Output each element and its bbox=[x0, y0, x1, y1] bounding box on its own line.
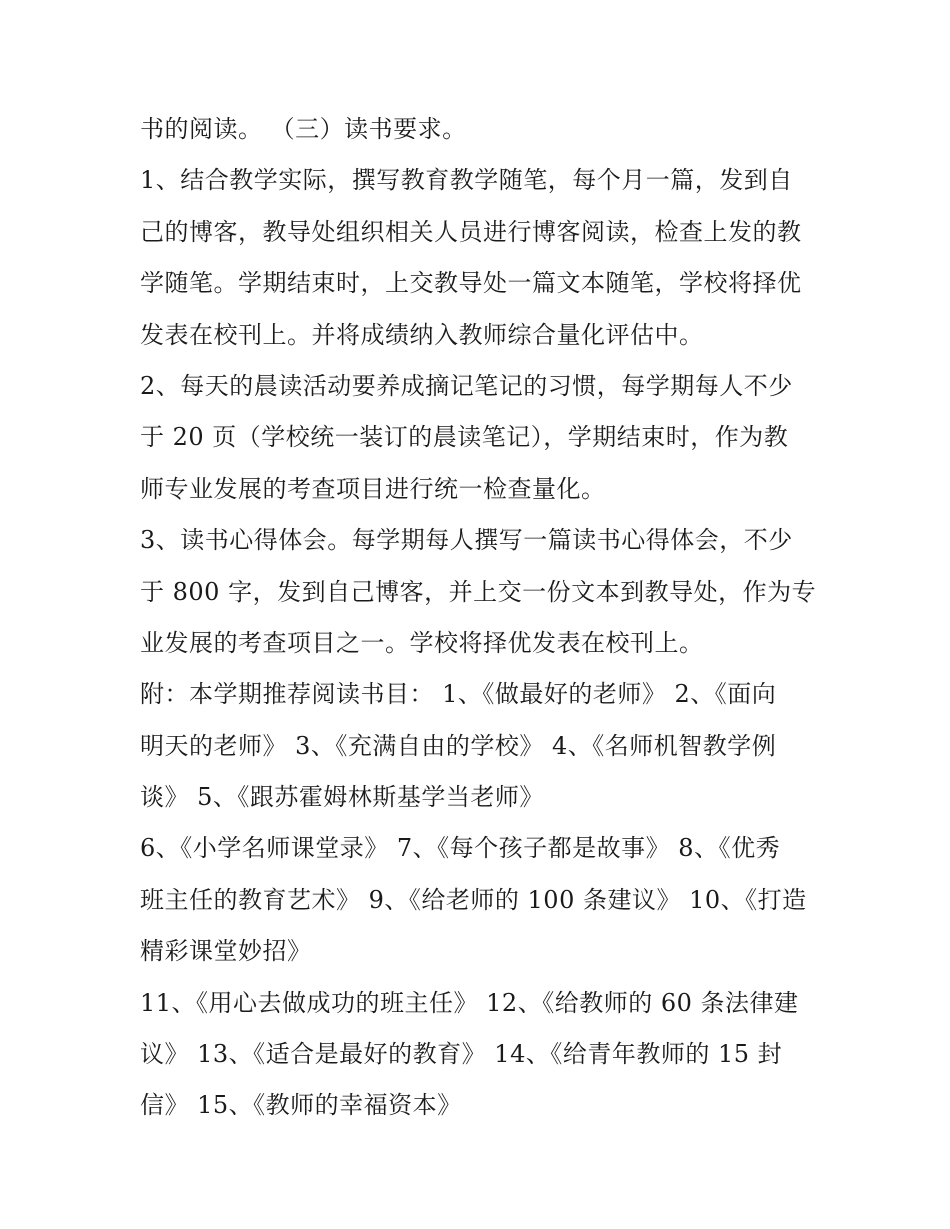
text-line: 师专业发展的考查项目进行统一检查量化。 bbox=[140, 474, 606, 503]
text-line: 书的阅读。 （三）读书要求。 bbox=[140, 115, 467, 143]
text-line: 11、《用心去做成功的班主任》 12、《给教师的 60 条法律建 bbox=[140, 988, 799, 1017]
text-line: 班主任的教育艺术》 9、《给老师的 100 条建议》 10、《打造 bbox=[140, 885, 807, 914]
body-text bbox=[140, 104, 830, 1132]
text-line: 于 800 字，发到自己博客，并上交一份文本到教导处，作为专 bbox=[140, 577, 817, 606]
text-line: 附：本学期推荐阅读书目： 1、《做最好的老师》 2、《面向 bbox=[140, 680, 777, 709]
text-line: 谈》 5、《跟苏霍姆林斯基学当老师》 bbox=[140, 783, 544, 812]
text-line: 业发展的考查项目之一。学校将择优发表在校刊上。 bbox=[140, 628, 704, 657]
text-line: 发表在校刊上。并将成绩纳入教师综合量化评估中。 bbox=[140, 320, 704, 349]
text-line: 己的博客，教导处组织相关人员进行博客阅读，检查上发的教 bbox=[140, 217, 802, 246]
text-line: 信》 15、《教师的幸福资本》 bbox=[140, 1091, 462, 1120]
text-line: 2、每天的晨读活动要养成摘记笔记的习惯，每学期每人不少 bbox=[140, 371, 793, 400]
text-line: 于 20 页（学校统一装订的晨读笔记），学期结束时，作为教 bbox=[140, 423, 789, 452]
text-line: 1、结合教学实际，撰写教育教学随笔，每个月一篇，发到自 bbox=[140, 166, 793, 195]
text-line: 明天的老师》 3、《充满自由的学校》 4、《名师机智教学例 bbox=[140, 731, 777, 760]
text-line: 3、读书心得体会。每学期每人撰写一篇读书心得体会，不少 bbox=[140, 526, 793, 555]
text-line: 6、《小学名师课堂录》 7、《每个孩子都是故事》 8、《优秀 bbox=[140, 834, 781, 863]
text-line: 议》 13、《适合是最好的教育》 14、《给青年教师的 15 封 bbox=[140, 1040, 783, 1069]
text-line: 学随笔。学期结束时，上交教导处一篇文本随笔，学校将择优 bbox=[140, 269, 802, 298]
text-line: 精彩课堂妙招》 bbox=[140, 937, 312, 966]
